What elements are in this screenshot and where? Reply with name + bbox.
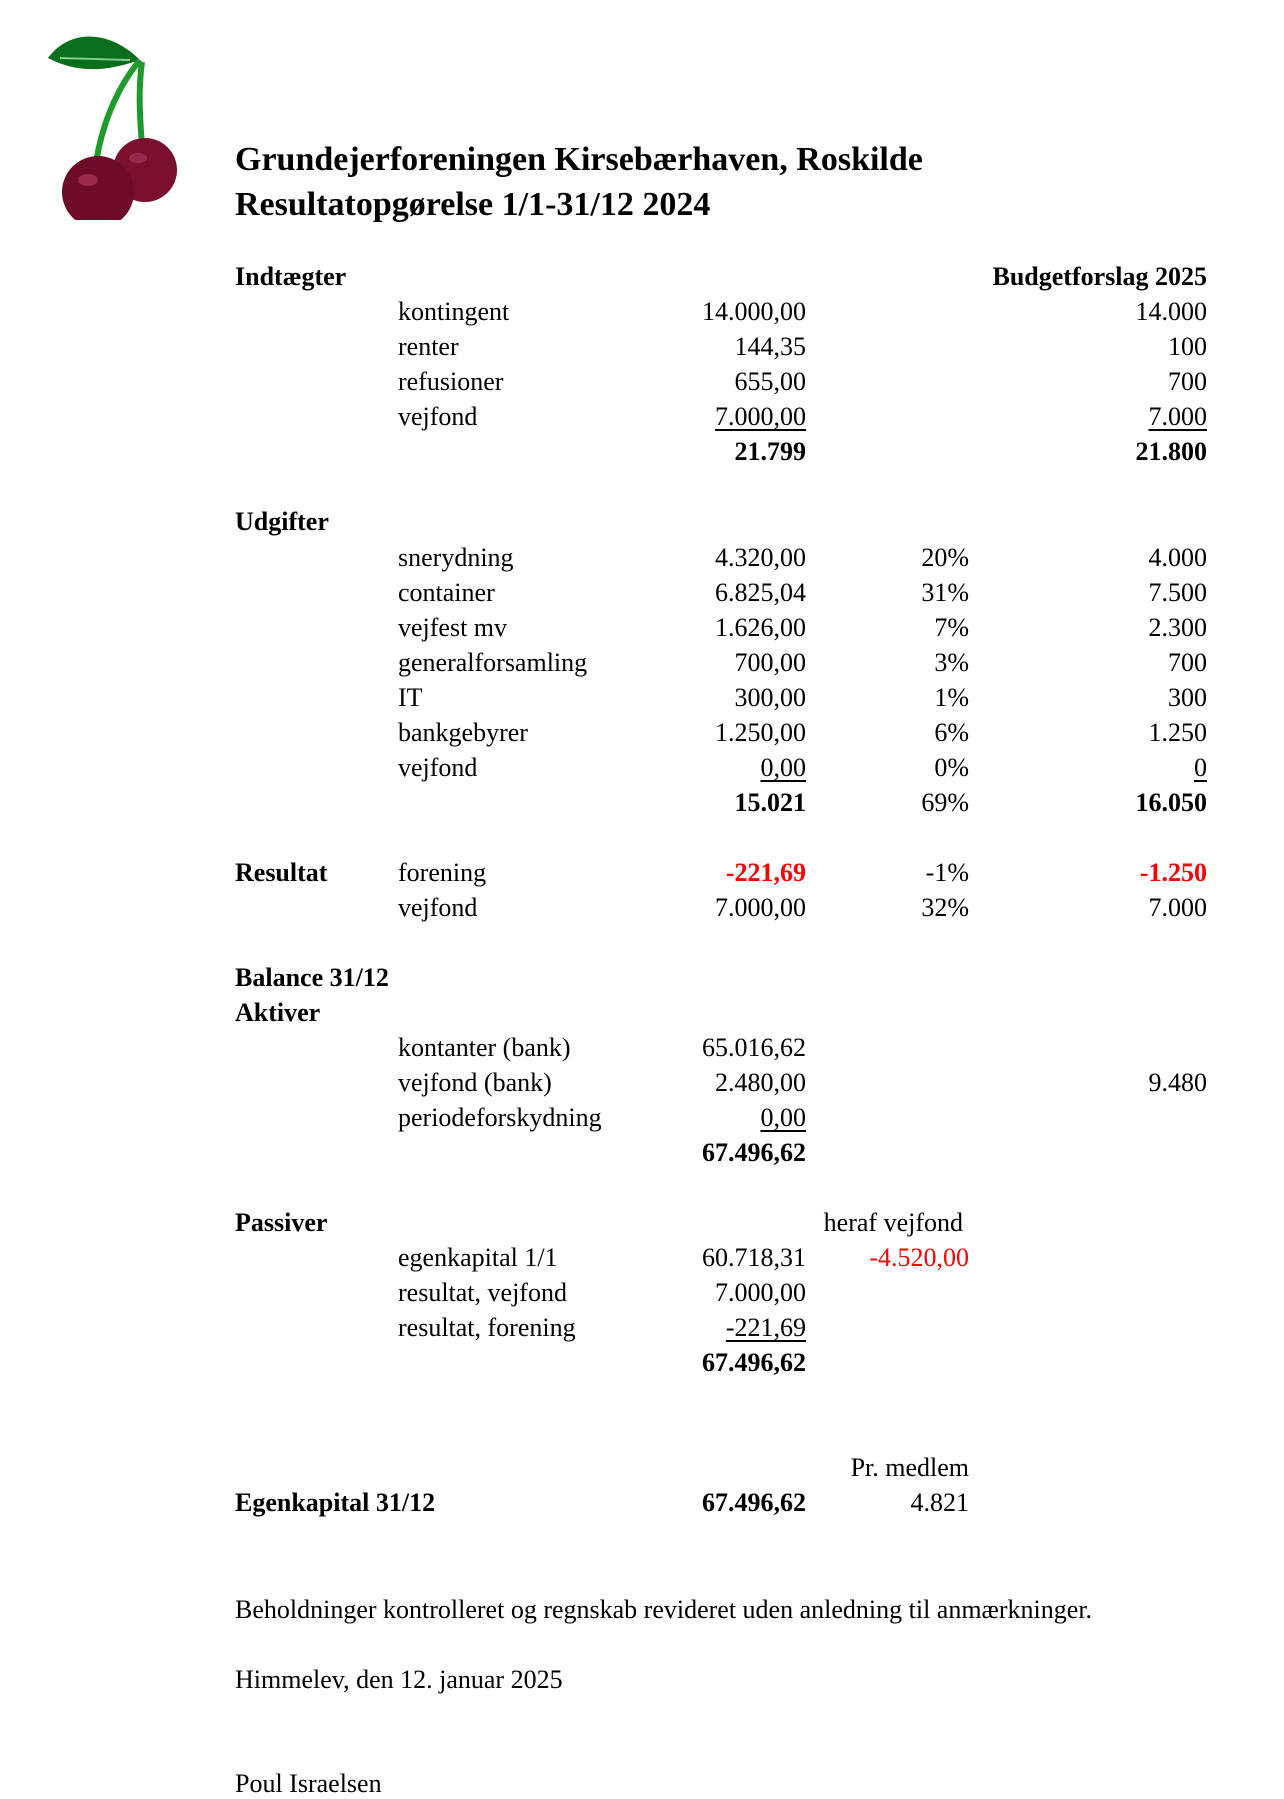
row-percent: -1%	[925, 858, 969, 887]
equity-amount: 67.496,62	[702, 1488, 806, 1517]
row-amount: 2.480,00	[715, 1068, 806, 1097]
section-heading-udgifter: Udgifter	[235, 507, 329, 536]
row-percent: 7%	[934, 613, 969, 642]
expense-total-percent: 69%	[921, 788, 969, 817]
section-heading-balance: Balance 31/12	[235, 963, 389, 992]
row-budget: 14.000	[1135, 297, 1207, 326]
row-label: generalforsamling	[398, 648, 588, 677]
row-amount: 144,35	[734, 332, 806, 361]
row-amount-negative: -221,69	[725, 858, 806, 887]
row-amount: 1.626,00	[715, 613, 806, 642]
liabilities-total: 67.496,62	[702, 1348, 806, 1377]
row-label: vejfond	[398, 402, 478, 431]
cherry-logo	[40, 20, 200, 220]
row-amount: 60.718,31	[702, 1243, 806, 1272]
row-label: egenkapital 1/1	[398, 1243, 558, 1272]
row-amount: 300,00	[734, 683, 806, 712]
row-budget: 7.000	[1148, 402, 1207, 431]
row-amount: 655,00	[734, 367, 806, 396]
row-budget: 2.300	[1148, 613, 1207, 642]
row-budget: 100	[1168, 332, 1207, 361]
row-percent: 3%	[934, 648, 969, 677]
row-label: kontingent	[398, 297, 510, 326]
signature-name: Poul Israelsen	[235, 1769, 382, 1798]
row-label: resultat, forening	[398, 1313, 576, 1342]
row-budget: 4.000	[1148, 543, 1207, 572]
row-label: vejfest mv	[398, 613, 508, 642]
vejfond-column-heading: heraf vejfond	[823, 1208, 963, 1237]
row-label: snerydning	[398, 543, 514, 572]
row-amount: 14.000,00	[702, 297, 806, 326]
row-amount: 6.825,04	[715, 578, 806, 607]
row-amount: 7.000,00	[715, 893, 806, 922]
equity-label: Egenkapital 31/12	[235, 1488, 436, 1517]
section-heading-indtaegter: Indtægter	[235, 262, 347, 291]
row-label: vejfond (bank)	[398, 1068, 552, 1097]
row-label: vejfond	[398, 893, 478, 922]
row-budget: 0	[1194, 753, 1207, 782]
vejfond-amount-negative: -4.520,00	[869, 1243, 969, 1272]
per-member-heading: Pr. medlem	[850, 1453, 969, 1482]
row-amount: 4.320,00	[715, 543, 806, 572]
row-percent: 6%	[934, 718, 969, 747]
row-label: IT	[398, 683, 423, 712]
row-percent: 1%	[934, 683, 969, 712]
document-title: Grundejerforeningen Kirsebærhaven, Roskilde	[235, 141, 923, 178]
row-budget: 7.000	[1148, 893, 1207, 922]
section-heading-aktiver: Aktiver	[235, 998, 321, 1027]
row-label: refusioner	[398, 367, 504, 396]
row-budget: 300	[1168, 683, 1207, 712]
place-date: Himmelev, den 12. januar 2025	[235, 1665, 563, 1694]
assets-total: 67.496,62	[702, 1138, 806, 1167]
section-heading-resultat: Resultat	[235, 858, 328, 887]
row-label: vejfond	[398, 753, 478, 782]
row-amount: 0,00	[760, 1103, 806, 1132]
row-percent: 0%	[934, 753, 969, 782]
row-amount: 7.000,00	[715, 402, 806, 431]
row-amount: 700,00	[734, 648, 806, 677]
row-label: container	[398, 578, 495, 607]
equity-per-member: 4.821	[910, 1488, 969, 1517]
row-budget: 7.500	[1148, 578, 1207, 607]
row-budget: 1.250	[1148, 718, 1207, 747]
audit-statement: Beholdninger kontrolleret og regnskab revideret uden anledning til anmærkninger.	[235, 1595, 1093, 1624]
row-amount: 1.250,00	[715, 718, 806, 747]
row-budget: 9.480	[1148, 1068, 1207, 1097]
row-percent: 31%	[921, 578, 969, 607]
row-label: resultat, vejfond	[398, 1278, 567, 1307]
row-label: kontanter (bank)	[398, 1033, 571, 1062]
row-label: bankgebyrer	[398, 718, 528, 747]
expense-total: 15.021	[734, 788, 806, 817]
row-budget-negative: -1.250	[1139, 858, 1207, 887]
row-percent: 20%	[921, 543, 969, 572]
row-label: forening	[398, 858, 487, 887]
income-budget-total: 21.800	[1135, 437, 1207, 466]
row-amount: 7.000,00	[715, 1278, 806, 1307]
row-percent: 32%	[921, 893, 969, 922]
expense-budget-total: 16.050	[1135, 788, 1207, 817]
budget-heading: Budgetforslag 2025	[992, 262, 1207, 291]
row-label: renter	[398, 332, 459, 361]
income-total: 21.799	[734, 437, 806, 466]
row-budget: 700	[1168, 648, 1207, 677]
row-amount: 0,00	[760, 753, 806, 782]
row-amount: 65.016,62	[702, 1033, 806, 1062]
row-budget: 700	[1168, 367, 1207, 396]
row-label: periodeforskydning	[398, 1103, 602, 1132]
row-amount: -221,69	[725, 1313, 806, 1342]
section-heading-passiver: Passiver	[235, 1208, 328, 1237]
document-subtitle: Resultatopgørelse 1/1-31/12 2024	[235, 186, 711, 223]
